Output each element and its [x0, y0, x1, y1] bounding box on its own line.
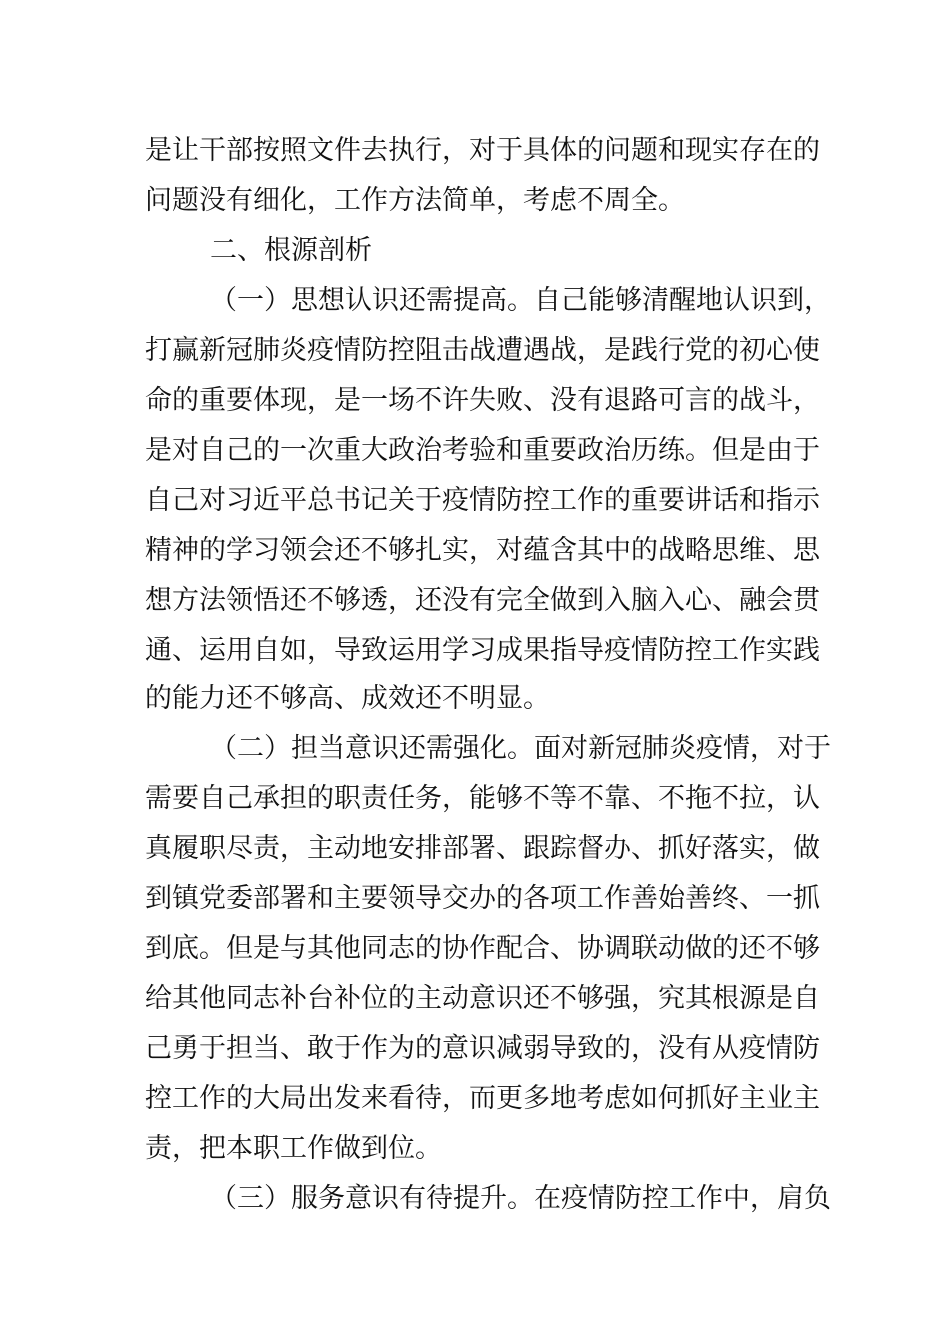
text-line: 真履职尽责，主动地安排部署、跟踪督办、抓好落实，做: [145, 833, 820, 864]
text-line: （三）服务意识有待提升。在疫情防控工作中，肩负: [210, 1183, 831, 1214]
text-line: 到底。但是与其他同志的协作配合、协调联动做的还不够: [145, 933, 820, 964]
text-line: 责，把本职工作做到位。: [145, 1133, 442, 1164]
text-line: 想方法领悟还不够透，还没有完全做到入脑入心、融会贯: [145, 585, 820, 616]
text-line: 问题没有细化，工作方法简单，考虑不周全。: [145, 185, 685, 216]
text-line: 到镇党委部署和主要领导交办的各项工作善始善终、一抓: [145, 883, 820, 914]
text-line: 的能力还不够高、成效还不明显。: [145, 683, 550, 714]
text-line: （一）思想认识还需提高。自己能够清醒地认识到，: [210, 285, 831, 316]
text-line: 命的重要体现，是一场不许失败、没有退路可言的战斗，: [145, 385, 820, 416]
section-heading: 二、根源剖析: [210, 235, 372, 266]
text-line: 是对自己的一次重大政治考验和重要政治历练。但是由于: [145, 435, 820, 466]
text-line: 自己对习近平总书记关于疫情防控工作的重要讲话和指示: [145, 485, 820, 516]
text-line: （二）担当意识还需强化。面对新冠肺炎疫情，对于: [210, 733, 831, 764]
text-line: 是让干部按照文件去执行，对于具体的问题和现实存在的: [145, 135, 820, 166]
text-line: 控工作的大局出发来看待，而更多地考虑如何抓好主业主: [145, 1083, 820, 1114]
text-line: 通、运用自如，导致运用学习成果指导疫情防控工作实践: [145, 635, 820, 666]
text-line: 给其他同志补台补位的主动意识还不够强，究其根源是自: [145, 983, 820, 1014]
text-line: 需要自己承担的职责任务，能够不等不靠、不拖不拉，认: [145, 783, 820, 814]
text-line: 己勇于担当、敢于作为的意识减弱导致的，没有从疫情防: [145, 1033, 820, 1064]
text-line: 打赢新冠肺炎疫情防控阻击战遭遇战，是践行党的初心使: [145, 335, 820, 366]
text-line: 精神的学习领会还不够扎实，对蕴含其中的战略思维、思: [145, 535, 820, 566]
